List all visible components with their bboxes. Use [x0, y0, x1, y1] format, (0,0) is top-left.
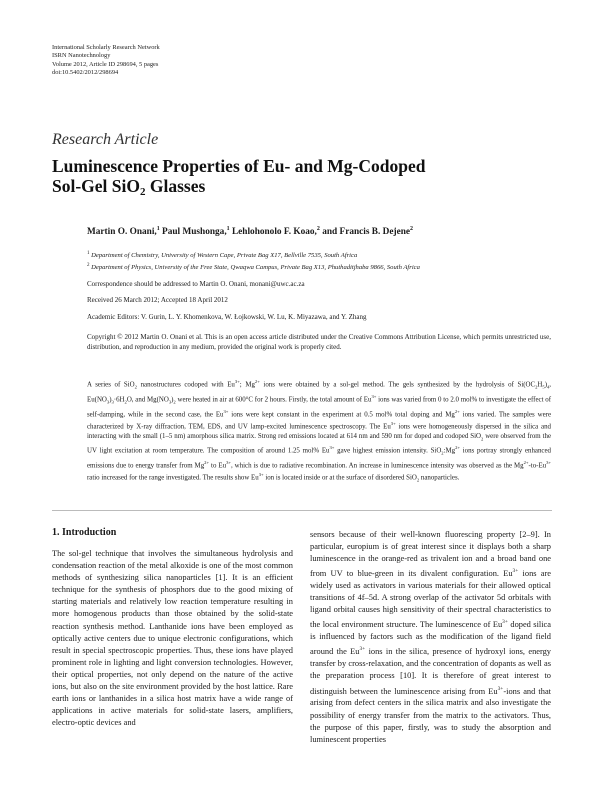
- text-run: ; Mg: [239, 381, 255, 389]
- superscript: 2+: [455, 445, 460, 451]
- text-run: ion is located inside or at the surface of disordered SiO: [263, 474, 417, 482]
- subscript: 2: [134, 384, 137, 390]
- text-run: , which is due to radiative recombination. An increase in luminescence intensity was observed as the Mg: [230, 462, 524, 470]
- text-run: :Mg: [443, 447, 456, 455]
- author-affil-marker: 2: [410, 226, 413, 232]
- text-run: The sol-gel technique that involves the simultaneous hydrolysis and condensation reaction of the metal alkoxide is one of the most common methods of synthesizing silica nanoparticles [1]. It is an efficient technique for the synthesis of phosphors due to the good mixing of starting materials and relatively low reaction temperature resulting in more homogenous products than those obtained by the solid-state reaction synthesis method. Lanthanide ions have been employed as optically active centers due to unique electronic configurations, which result in special spectroscopic properties. Thus, these ions have played prominent role in lighting and light conversion technologies. However, their optical properties, not only depend on the nature of the active ions, but also on the site environment provided by the host lattice. Rare earth ions or lanthanides in a silica host matrix have a wide range of applications in active materials for solid-state lasers, amplifiers, electro-optic devices and: [52, 549, 293, 728]
- superscript: 3+: [512, 568, 519, 575]
- superscript: 3+: [371, 393, 377, 399]
- journal-network: International Scholarly Research Network: [52, 44, 160, 51]
- article-type: Research Article: [52, 131, 159, 148]
- text-run: ions are widely used as activators in various materials for their allowed optical transitions of 4f–5d. A strong overlap of the activator 5d orbitals with ligand orbital causes high sensitivity of their spectral characteristics to the local environment structure. The luminescence of Eu: [310, 569, 552, 630]
- journal-doi: doi:10.5402/2012/298694: [52, 69, 119, 77]
- superscript: 3+: [359, 646, 366, 653]
- text-run: ions portray strongly enhanced emissions due to energy transfer from Mg: [87, 447, 551, 470]
- author-name: Lehlohonolo F. Koao,: [229, 227, 317, 238]
- academic-editors: Academic Editors: V. Gurin, L. Y. Khomenkova, W. Łojkowski, W. Lu, K. Miyazawa, and Y. Zhang: [87, 313, 367, 321]
- text-run: nanostructures codoped with Eu: [136, 381, 235, 389]
- text-run: O, and Mg(NO: [126, 396, 169, 404]
- text-run: doped silica is influenced by factors such as the modification of the ligand field around the Eu: [310, 620, 551, 657]
- received-dates: Received 26 March 2012; Accepted 18 April 2012: [87, 296, 228, 304]
- text-run: to Eu: [209, 462, 227, 470]
- author-name: and Francis B. Dejene: [319, 227, 410, 238]
- superscript: 2+: [454, 408, 460, 414]
- affiliation-1: [87, 251, 357, 259]
- superscript: 3+: [223, 408, 229, 414]
- correspondence: Correspondence should be addressed to Martin O. Onani, monani@uwc.ac.za: [87, 280, 305, 288]
- copyright-notice: Copyright © 2012 Martin O. Onani et al. This is an open access article distributed under the Creative Commons Attribution License, which permits unrestricted use, distribution, and reproduction in any medium, provided the original work is properly cited.: [87, 333, 551, 351]
- text-run: ions were obtained by a sol-gel method. The gels synthesized by the hydrolysis of Si(OC: [259, 381, 536, 389]
- text-run: , Eu(NO: [87, 381, 552, 404]
- journal-volume: Volume 2012, Article ID 298694, 5 pages: [52, 60, 159, 68]
- superscript: 3+: [390, 421, 396, 427]
- author-name: Martin O. Onani,: [87, 227, 157, 238]
- text-run: ): [171, 396, 174, 404]
- subscript: 2: [124, 399, 127, 405]
- text-run: ions was varied from 0 to 2.0 mol% to investigate the effect of self-damping, while in the second case, the Eu: [87, 396, 551, 418]
- subscript: 2: [441, 450, 444, 456]
- text-run: gave highest emission intensity. SiO: [334, 447, 442, 455]
- text-run: ): [544, 381, 547, 389]
- superscript: 3+: [258, 472, 264, 478]
- title-part: Sol-Gel SiO: [52, 176, 140, 196]
- subscript: 4: [546, 384, 550, 390]
- divider: [52, 510, 552, 511]
- subscript: 2: [480, 435, 484, 441]
- superscript: 3+: [546, 459, 551, 465]
- text-run: were heated in air at 600°C for 2 hours. Firstly, the total amount of Eu: [175, 396, 372, 404]
- subscript: 5: [542, 384, 545, 390]
- section-heading: 1. Introduction: [52, 527, 117, 538]
- affiliation-marker: 1: [87, 251, 90, 256]
- superscript: 3+: [329, 445, 335, 451]
- superscript: 3+: [502, 619, 508, 626]
- superscript: 2+: [254, 379, 260, 384]
- text-run: A series of SiO: [87, 381, 135, 389]
- intro-column-left: [52, 548, 293, 729]
- title-line-2: [52, 176, 425, 202]
- text-run: ions were homogeneously dispersed in the silica and interacting with the small (1–5 nm) amorphous silica matrix. Strong red emissions located at 614 nm and 590 nm for doped and codoped SiO: [87, 423, 551, 440]
- text-run: ions in the silica, presence of hydroxyl ions, energy transfer by cross-relaxation, and the concentration of dopants as well as the preparation process [10]. It is therefore of great interest to distinguish between the luminescence arising from Eu: [310, 647, 551, 696]
- text-run: H: [537, 381, 543, 389]
- title-line-1: Luminescence Properties of Eu- and Mg-Codoped: [52, 156, 426, 176]
- subscript: 2: [173, 399, 176, 405]
- superscript: 3+: [226, 459, 231, 465]
- author-affil-marker: 1: [226, 226, 230, 232]
- subscript: 3: [111, 399, 114, 405]
- author-affil-marker: 1: [156, 226, 160, 232]
- author-affil-marker: 2: [316, 226, 320, 232]
- journal-title: ISRN Nanotechnology: [52, 52, 111, 60]
- affiliation-marker: 2: [87, 263, 90, 268]
- text-run: sensors because of their well-known fluorescing property [2–9]. In particular, europium is of great interest since it displays both a sharp luminescence in the orange-red as trivalent ion and a broad band one from UV to blue-green in its divalent configuration. Eu: [310, 530, 551, 579]
- affiliation-2: [87, 263, 420, 271]
- title-subscript: 2: [140, 186, 146, 198]
- superscript: 2+: [523, 459, 529, 465]
- superscript: 2+: [204, 459, 210, 465]
- journal-header: [52, 44, 160, 78]
- title-part: Glasses: [145, 176, 206, 196]
- paper-title: [52, 156, 425, 202]
- text-run: ions were kept constant in the experiment at 0.5 mol% total doping and Mg: [228, 410, 455, 418]
- abstract: [87, 377, 551, 485]
- text-run: ions varied. The samples were characterized by X-ray diffraction, TEM, EDS, and UV lamp-excited luminescence spectroscopy. The Eu: [87, 410, 552, 431]
- subscript: 3: [106, 399, 110, 405]
- text-run: ): [109, 396, 112, 404]
- superscript: 3+: [234, 379, 240, 384]
- subscript: 2: [535, 384, 538, 390]
- text-run: ratio increased for the range investigated. The results show Eu: [87, 474, 259, 482]
- subscript: 3: [168, 399, 172, 405]
- superscript: 3+: [497, 685, 504, 692]
- text-run: ·6H: [113, 396, 125, 404]
- text-run: were observed from the UV light excitation at room temperature. The composition of around 1.25 mol% Eu: [87, 432, 552, 455]
- affiliation-text: Department of Chemistry, University of Western Cape, Private Bag X17, Bellville 7535, South Africa: [89, 252, 358, 260]
- text-run: nanoparticles.: [419, 474, 460, 482]
- affiliation-text: Department of Physics, University of the Free State, Qwaqwa Campus, Private Bag X13, Phuthaditjhaba 9866, South Africa: [89, 264, 420, 272]
- intro-column-right: [310, 529, 551, 746]
- text-run: -to-Eu: [528, 462, 547, 470]
- author-name: Paul Mushonga,: [159, 227, 227, 238]
- author-list: [87, 226, 413, 237]
- subscript: 2: [416, 478, 420, 484]
- text-run: -ions and that arising from defect centers in the silica matrix and also investigate the possibility of energy transfer from the matrix to the activators. Thus, the purpose of this paper, firstly, was to study the absorption and luminescent properties: [310, 686, 551, 744]
